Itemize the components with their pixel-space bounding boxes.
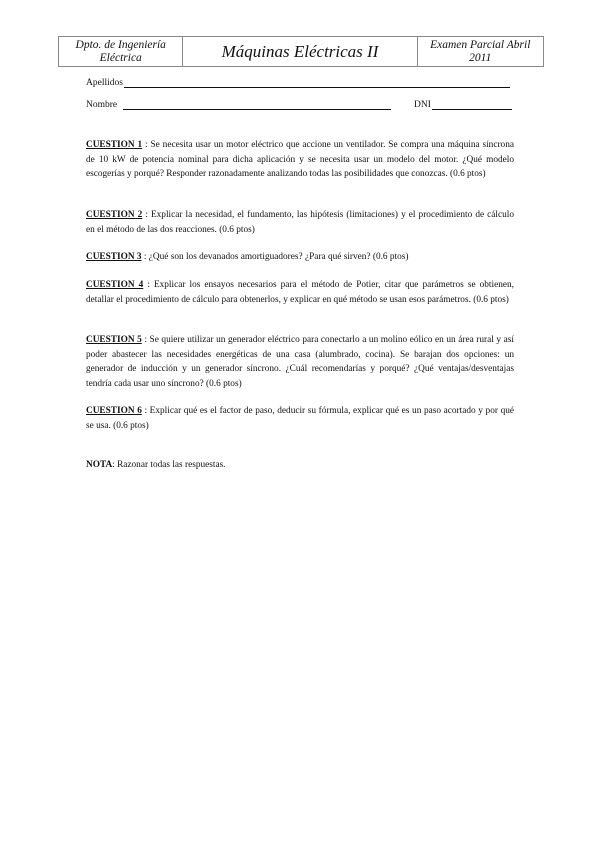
question-6: [86, 404, 514, 433]
question-text: : ¿Qué son los devanados amortiguadores? ¿Para qué sirven? (0.6 ptos): [141, 252, 409, 262]
question-5: [86, 333, 514, 391]
question-text: : Explicar los ensayos necesarios para el método de Potier, citar que parámetros se obtienen, detallar el procedimiento de cálculo para obtenerlos, y explicar en qué método se usan esos parámetros. (0.6 ptos): [86, 280, 514, 305]
question-label: CUESTION 4: [86, 280, 144, 290]
surname-input-line[interactable]: [124, 78, 510, 88]
dni-input-line[interactable]: [432, 100, 512, 110]
exam-line1: Examen Parcial Abril: [430, 38, 531, 51]
question-text: : Explicar qué es el factor de paso, deducir su fórmula, explicar qué es un paso acortado y por qué se usa. (0.6 ptos): [86, 406, 514, 431]
question-label: CUESTION 6: [86, 406, 142, 416]
department-line2: Eléctrica: [99, 51, 142, 64]
exam-header: [58, 36, 544, 67]
question-1: [86, 138, 514, 182]
question-label: CUESTION 2: [86, 210, 143, 220]
question-4: [86, 278, 514, 307]
exam-cell: [418, 37, 543, 66]
question-label: CUESTION 1: [86, 140, 143, 150]
surname-label: Apellidos: [86, 78, 123, 88]
department-line1: Dpto. de Ingeniería: [75, 38, 166, 51]
name-field: [86, 100, 391, 110]
exam-line2: 2011: [469, 51, 492, 64]
question-3: [86, 250, 514, 265]
note-text: : Razonar todas las respuestas.: [112, 460, 226, 470]
department-cell: [59, 37, 183, 66]
name-label: Nombre: [86, 100, 118, 110]
question-label: CUESTION 3: [86, 252, 142, 262]
note-label: NOTA: [86, 460, 113, 470]
dni-label: DNI: [414, 100, 431, 110]
surname-field: [86, 78, 510, 88]
dni-field: [414, 100, 512, 110]
name-input-line[interactable]: [123, 100, 391, 110]
subject-title: Máquinas Eléctricas II: [183, 37, 417, 66]
question-text: : Se quiere utilizar un generador eléctrico para conectarlo a un molino eólico en un área rural y así poder abastecer las necesidades energéticas de una casa (alumbrado, cocina). Se barajan dos opciones: un generador de inducción y un generador síncrono. ¿Cuál recomendarías y porqué? ¿Qué ventajas/desventajas tendría cada usar uno síncrono? (0.6 ptos): [86, 335, 514, 389]
question-text: : Se necesita usar un motor eléctrico que accione un ventilador. Se compra una máquina síncrona de 10 kW de potencia nominal para dicha aplicación y se necesita usar un modelo del motor. ¿Qué modelo escogerías y porqué? Responder razonadamente analizando todas las posibilidades que conozcas. (0.6 ptos): [86, 140, 514, 179]
question-2: [86, 208, 514, 237]
exam-note: [86, 460, 226, 470]
question-label: CUESTION 5: [86, 335, 142, 345]
question-text: : Explicar la necesidad, el fundamento, las hipótesis (limitaciones) y el procedimiento de cálculo en el método de las dos reacciones. (0.6 ptos): [86, 210, 514, 235]
